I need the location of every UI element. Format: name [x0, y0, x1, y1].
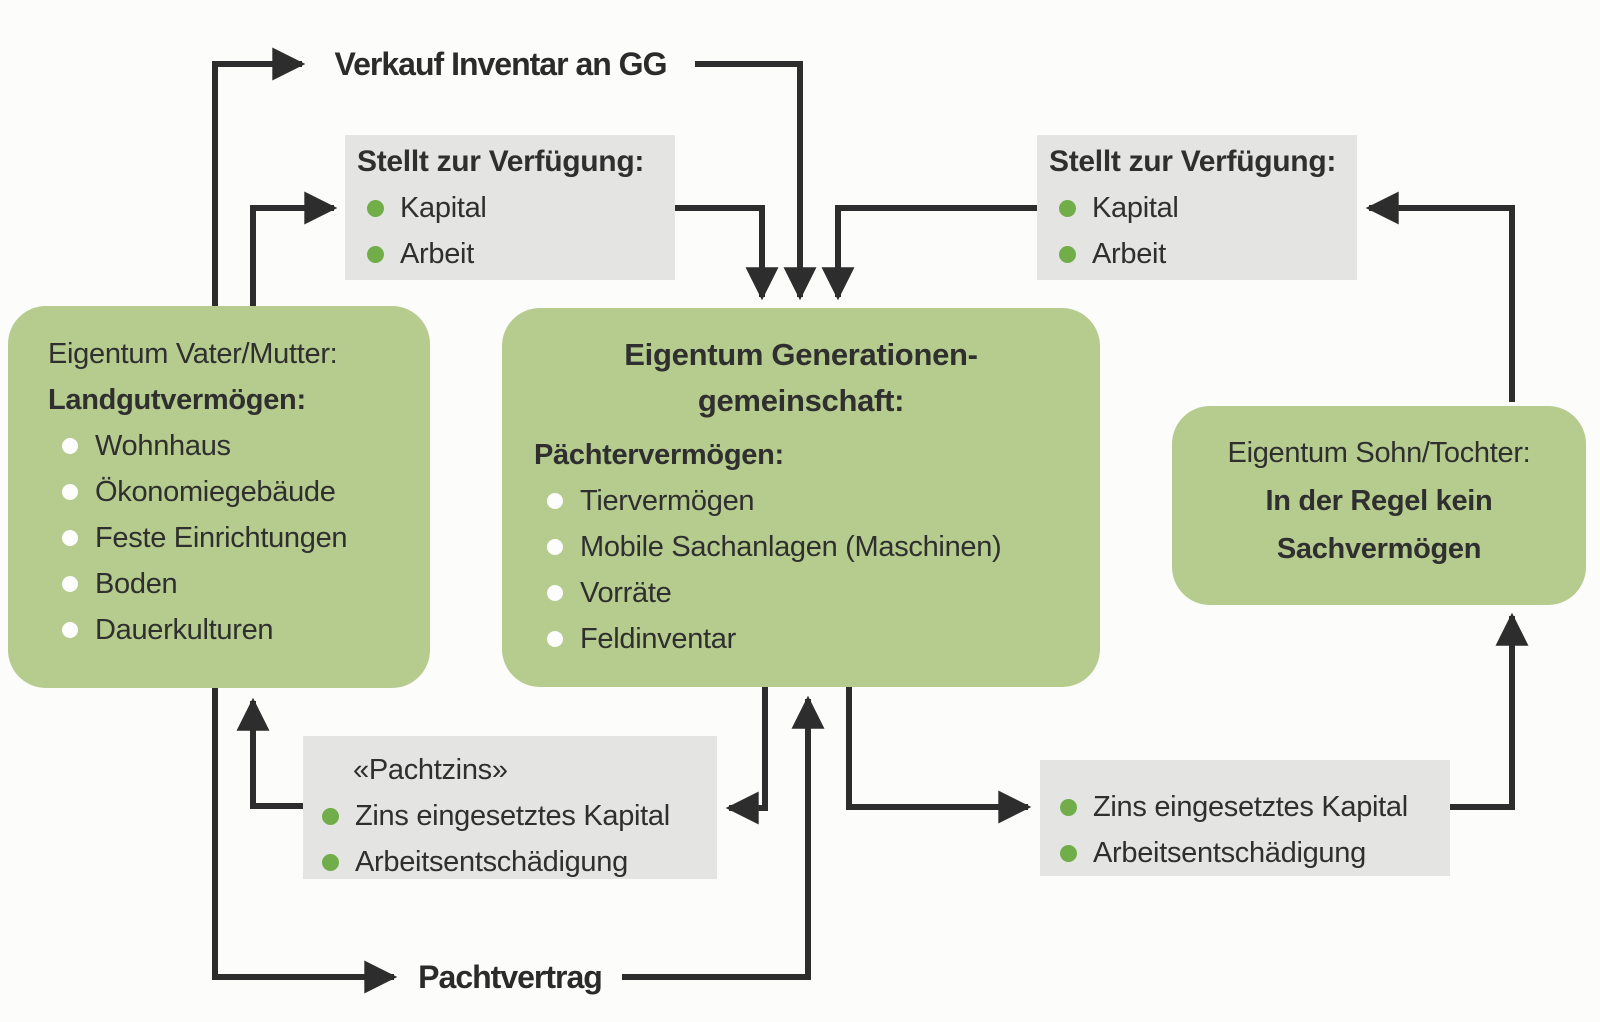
pachtzins-title: «Pachtzins»: [353, 754, 508, 786]
box-pachtzins: [303, 736, 717, 879]
bullet-icon: [367, 200, 384, 217]
children-line3: Sachvermögen: [1276, 533, 1482, 565]
children-title: Eigentum Sohn/Tochter:: [1227, 437, 1531, 469]
box-eigentum-generationengemeinschaft: [502, 308, 1100, 687]
parents-subtitle: Landgutvermögen:: [48, 384, 306, 416]
provides-left-title: Stellt zur Verfügung:: [357, 145, 645, 178]
list-item: Mobile Sachanlagen (Maschinen): [534, 524, 1100, 570]
list-item: Wohnhaus: [48, 423, 430, 469]
bullet-icon: [322, 854, 339, 871]
community-subtitle: Pächtervermögen:: [534, 439, 784, 471]
list-item: Zins eingesetztes Kapital: [322, 793, 717, 839]
list-item: Ökonomiegebäude: [48, 469, 430, 515]
list-item: Feste Einrichtungen: [48, 515, 430, 561]
bullet-icon: [62, 576, 78, 592]
list-item: Arbeitsentschädigung: [1060, 830, 1450, 876]
bullet-icon: [62, 530, 78, 546]
label-verkauf-inventar: Verkauf Inventar an GG: [334, 46, 667, 82]
list-item: Vorräte: [534, 570, 1100, 616]
arrow-provides-left-to-community: [675, 208, 762, 297]
box-stellt-zur-verfuegung-left: [345, 135, 675, 280]
list-item: Tiervermögen: [534, 478, 1100, 524]
box-eigentum-vater-mutter: [8, 306, 430, 688]
bullet-icon: [62, 438, 78, 454]
arrow-parents-to-provides-left: [253, 208, 334, 306]
arrow-children-to-provides-right: [1369, 208, 1512, 402]
arrow-verkauf-to-community: [695, 64, 800, 297]
list-item: Arbeit: [1049, 231, 1357, 277]
bullet-icon: [547, 493, 563, 509]
list-item: Feldinventar: [534, 616, 1100, 662]
list-item: Kapital: [357, 185, 675, 231]
label-pachtvertrag: Pachtvertrag: [418, 959, 602, 995]
bullet-icon: [1059, 246, 1076, 263]
community-title-line1: Eigentum Generationen-: [624, 337, 978, 372]
arrow-pachtzins-to-parents: [253, 701, 303, 806]
arrow-compensation-to-children: [1450, 616, 1512, 807]
bullet-icon: [547, 585, 563, 601]
provides-right-title: Stellt zur Verfügung:: [1049, 145, 1337, 178]
bullet-icon: [367, 246, 384, 263]
arrow-parents-to-verkauf: [215, 64, 302, 306]
arrow-provides-right-to-community: [838, 208, 1037, 297]
children-line2: In der Regel kein: [1265, 485, 1493, 517]
bullet-icon: [547, 631, 563, 647]
bullet-icon: [547, 539, 563, 555]
list-item: Arbeit: [357, 231, 675, 277]
bullet-icon: [1060, 799, 1077, 816]
parents-title: Eigentum Vater/Mutter:: [48, 338, 338, 370]
bullet-icon: [1060, 845, 1077, 862]
list-item: Arbeitsentschädigung: [322, 839, 717, 885]
list-item: Boden: [48, 561, 430, 607]
community-title-line2: gemeinschaft:: [697, 383, 905, 418]
list-item: Kapital: [1049, 185, 1357, 231]
arrow-community-to-pachtzins: [729, 687, 765, 808]
bullet-icon: [1059, 200, 1076, 217]
arrow-community-to-compensation: [849, 687, 1028, 807]
bullet-icon: [322, 808, 339, 825]
box-verguetung-sohn-tochter: [1040, 760, 1450, 876]
list-item: Zins eingesetztes Kapital: [1060, 784, 1450, 830]
bullet-icon: [62, 484, 78, 500]
list-item: Dauerkulturen: [48, 607, 430, 653]
bullet-icon: [62, 622, 78, 638]
box-stellt-zur-verfuegung-right: [1037, 135, 1357, 280]
box-eigentum-sohn-tochter: [1172, 406, 1586, 605]
